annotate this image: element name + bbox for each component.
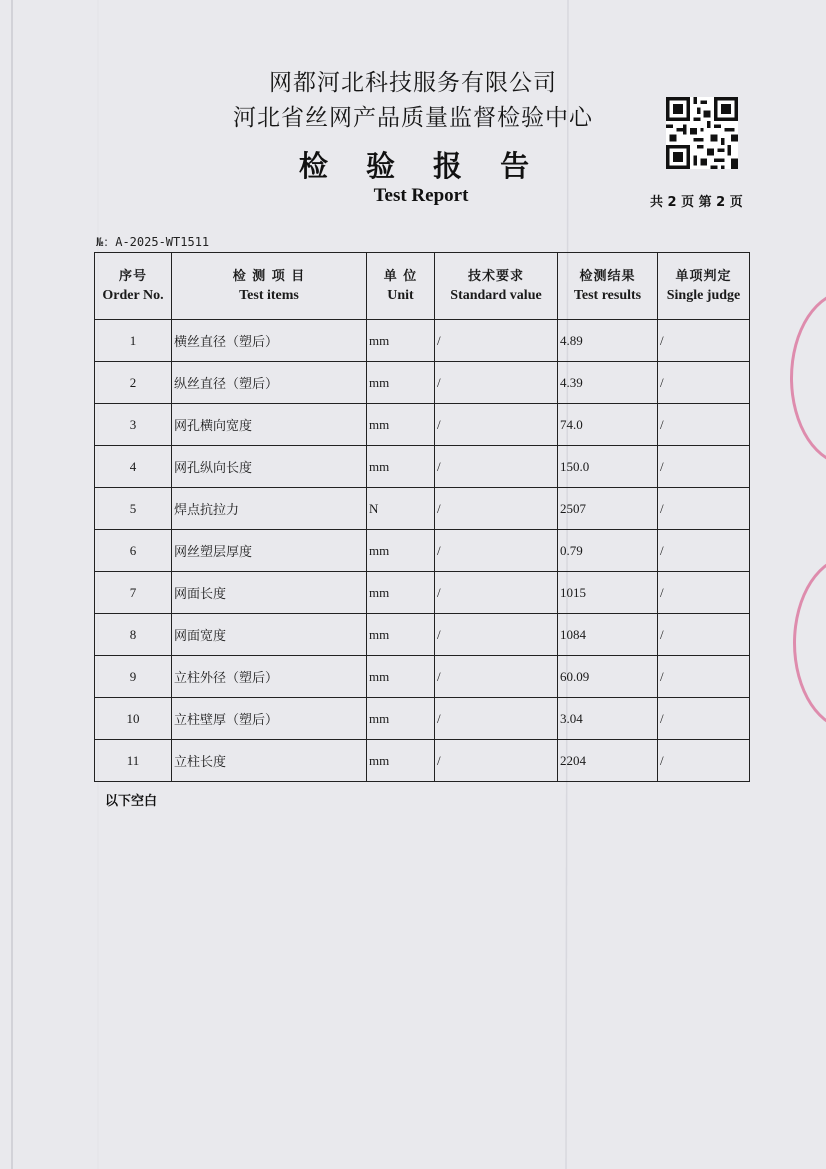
table-row [95, 446, 750, 488]
judge-cell: / [658, 740, 750, 782]
judge-cell: / [658, 530, 750, 572]
order-no-cell: 6 [95, 530, 172, 572]
header-test-items: 检 测 项 目 Test items [172, 253, 367, 320]
result-cell: 2204 [558, 740, 658, 782]
blank-below-note: 以下空白 [105, 794, 158, 809]
table-row [95, 656, 750, 698]
header-order-no: 序号 Order No. [95, 253, 172, 320]
table-header-row [95, 253, 750, 320]
order-no-cell: 3 [95, 404, 172, 446]
table-row [95, 362, 750, 404]
unit-cell: mm [367, 614, 435, 656]
unit-cell: mm [367, 320, 435, 362]
unit-cell: mm [367, 530, 435, 572]
result-cell: 3.04 [558, 698, 658, 740]
standard-cell: / [435, 614, 558, 656]
standard-cell: / [435, 320, 558, 362]
standard-cell: / [435, 362, 558, 404]
judge-cell: / [658, 698, 750, 740]
order-no-cell: 7 [95, 572, 172, 614]
test-item-cell: 网孔纵向长度 [172, 446, 367, 488]
standard-cell: / [435, 404, 558, 446]
order-no-cell: 9 [95, 656, 172, 698]
standard-cell: / [435, 446, 558, 488]
standard-cell: / [435, 740, 558, 782]
test-item-cell: 横丝直径（塑后） [172, 320, 367, 362]
test-item-cell: 立柱外径（塑后） [172, 656, 367, 698]
judge-cell: / [658, 614, 750, 656]
unit-cell: mm [367, 446, 435, 488]
order-no-cell: 4 [95, 446, 172, 488]
result-cell: 60.09 [558, 656, 658, 698]
qr-code-icon [666, 97, 738, 169]
judge-cell: / [658, 404, 750, 446]
standard-cell: / [435, 656, 558, 698]
judge-cell: / [658, 362, 750, 404]
result-cell: 4.39 [558, 362, 658, 404]
result-cell: 150.0 [558, 446, 658, 488]
test-item-cell: 网面长度 [172, 572, 367, 614]
result-cell: 0.79 [558, 530, 658, 572]
standard-cell: / [435, 572, 558, 614]
test-item-cell: 网孔横向宽度 [172, 404, 367, 446]
order-no-cell: 8 [95, 614, 172, 656]
inspection-center-name: 河北省丝网产品质量监督检验中心 [233, 105, 593, 131]
unit-cell: mm [367, 740, 435, 782]
result-cell: 1084 [558, 614, 658, 656]
table-row [95, 530, 750, 572]
judge-cell: / [658, 320, 750, 362]
unit-cell: N [367, 488, 435, 530]
result-cell: 1015 [558, 572, 658, 614]
judge-cell: / [658, 446, 750, 488]
judge-cell: / [658, 572, 750, 614]
test-results-table [94, 252, 750, 782]
unit-cell: mm [367, 572, 435, 614]
judge-cell: / [658, 656, 750, 698]
test-item-cell: 纵丝直径（塑后） [172, 362, 367, 404]
test-item-cell: 立柱壁厚（塑后） [172, 698, 367, 740]
test-item-cell: 立柱长度 [172, 740, 367, 782]
test-item-cell: 焊点抗拉力 [172, 488, 367, 530]
table-row [95, 572, 750, 614]
table-row [95, 698, 750, 740]
report-number: №：A-2025-WT1511 [96, 235, 210, 249]
header-standard-value: 技术要求 Standard value [435, 253, 558, 320]
order-no-cell: 2 [95, 362, 172, 404]
test-item-cell: 网丝塑层厚度 [172, 530, 367, 572]
table-row [95, 404, 750, 446]
page-count: 共 2 页 第 2 页 [650, 195, 743, 210]
standard-cell: / [435, 530, 558, 572]
table-row [95, 488, 750, 530]
standard-cell: / [435, 488, 558, 530]
unit-cell: mm [367, 404, 435, 446]
header-test-results: 检测结果 Test results [558, 253, 658, 320]
order-no-cell: 1 [95, 320, 172, 362]
unit-cell: mm [367, 698, 435, 740]
table-row [95, 614, 750, 656]
header-unit: 单 位 Unit [367, 253, 435, 320]
test-item-cell: 网面宽度 [172, 614, 367, 656]
order-no-cell: 10 [95, 698, 172, 740]
report-subtitle: Test Report [373, 185, 469, 206]
header-single-judge: 单项判定 Single judge [658, 253, 750, 320]
company-name: 网都河北科技服务有限公司 [269, 70, 557, 96]
result-cell: 4.89 [558, 320, 658, 362]
unit-cell: mm [367, 656, 435, 698]
unit-cell: mm [367, 362, 435, 404]
order-no-cell: 11 [95, 740, 172, 782]
standard-cell: / [435, 698, 558, 740]
order-no-cell: 5 [95, 488, 172, 530]
table-row [95, 320, 750, 362]
report-title: 检 验 报 告 [298, 149, 544, 183]
result-cell: 2507 [558, 488, 658, 530]
judge-cell: / [658, 488, 750, 530]
table-row [95, 740, 750, 782]
result-cell: 74.0 [558, 404, 658, 446]
